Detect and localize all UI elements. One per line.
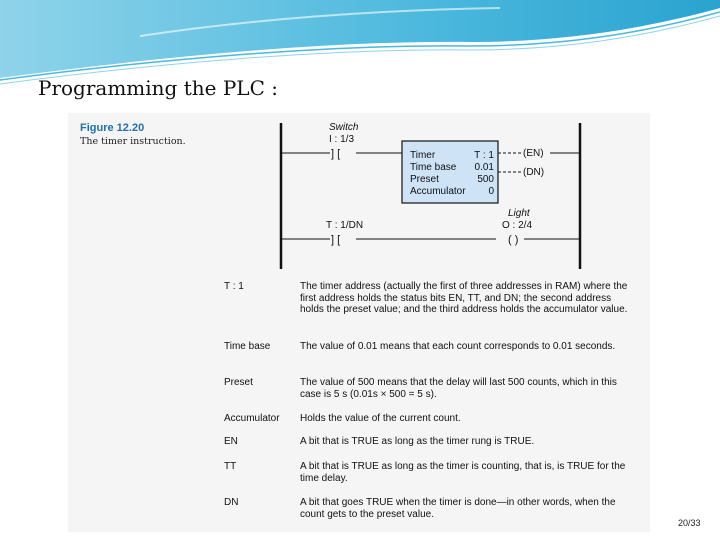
definition-term: Time base (224, 341, 271, 352)
light-label: Light (508, 208, 530, 219)
figure-number: Figure 12.20 (80, 122, 145, 134)
figure-description: The timer instruction. (80, 136, 186, 147)
definition-term: EN (224, 436, 238, 447)
slide-title: Programming the PLC : (38, 76, 278, 100)
timer-name-value: T : 1 (474, 150, 494, 161)
definition-text: A bit that is TRUE as long as the timer is counting, that is, is TRUE for the time delay. (300, 461, 626, 484)
dn-output: (DN) (523, 167, 545, 178)
definition-text: The value of 500 means that the delay will last 500 counts, which in this case is 5 s (0.01s × 500 = 5 s). (300, 377, 617, 400)
definition-text: A bit that goes TRUE when the timer is done—in other words, when the count gets to the preset value. (300, 497, 616, 520)
preset-label: Preset (410, 174, 439, 185)
definition-term: T : 1 (224, 281, 244, 292)
definition-term: TT (224, 461, 237, 472)
switch-label: Switch (329, 122, 359, 133)
switch-contact: ] [ (331, 148, 341, 160)
ladder-diagram (68, 113, 650, 273)
timebase-label: Time base (410, 162, 457, 173)
definition-term: Preset (224, 377, 253, 388)
definition-text: A bit that is TRUE as long as the timer rung is TRUE. (300, 436, 535, 447)
definition-text: The value of 0.01 means that each count corresponds to 0.01 seconds. (300, 341, 616, 352)
preset-value: 500 (477, 174, 494, 185)
dn-contact: ] [ (331, 234, 341, 246)
definition-text: Holds the value of the current count. (300, 413, 461, 424)
accumulator-value: 0 (488, 186, 494, 197)
switch-address: I : 1/3 (329, 134, 355, 145)
definition-text: The timer address (actually the first of three addresses in RAM) where the first address holds the status bits EN, TT, and DN; the second address holds the preset value; and the third address holds the accumulator value. (300, 281, 628, 315)
timebase-value: 0.01 (474, 162, 494, 173)
dn-contact-address: T : 1/DN (326, 220, 364, 231)
figure-timer-instruction (68, 113, 650, 532)
timer-name-label: Timer (410, 150, 436, 161)
light-address: O : 2/4 (502, 220, 533, 231)
page-number: 20/33 (678, 518, 701, 528)
light-coil: ( ) (508, 234, 519, 246)
en-output: (EN) (523, 148, 544, 159)
definition-term: DN (224, 497, 239, 508)
definition-term: Accumulator (224, 413, 280, 424)
accumulator-label: Accumulator (410, 186, 466, 197)
